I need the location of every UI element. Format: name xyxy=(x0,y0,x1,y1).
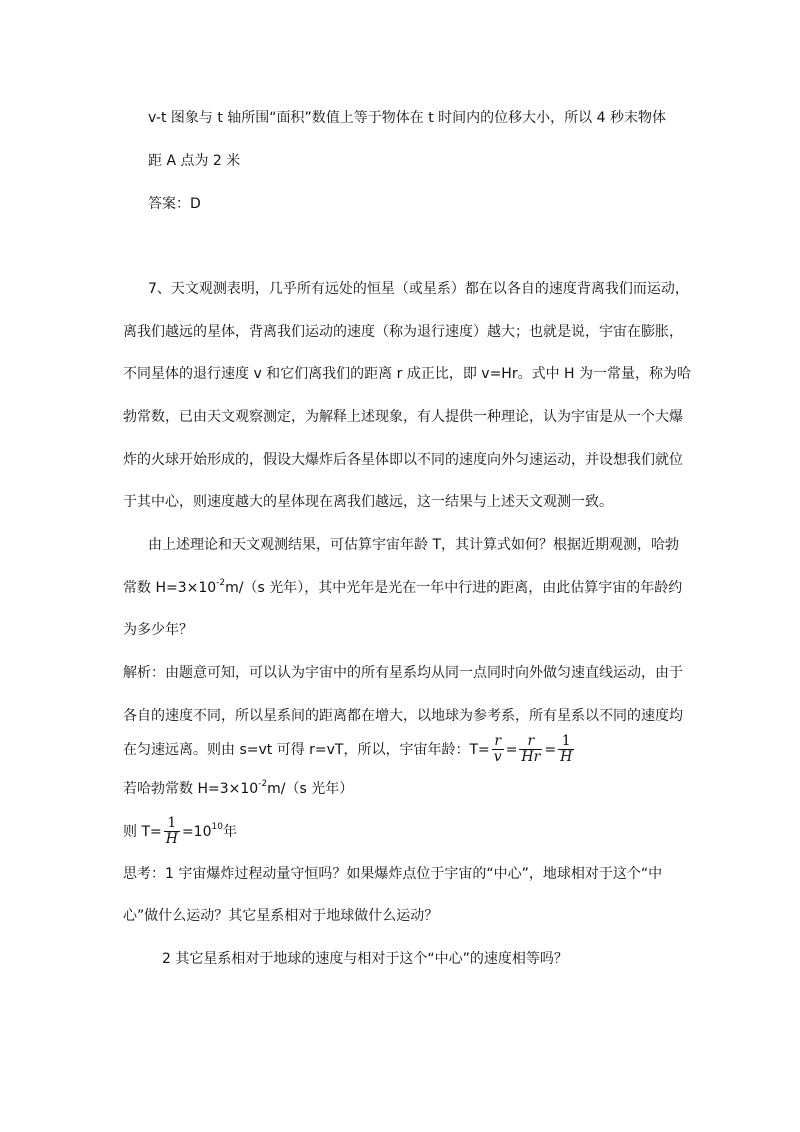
fraction-denominator: v xyxy=(493,748,502,765)
fraction-r-over-v xyxy=(492,734,504,765)
exponent: -2 xyxy=(258,779,268,790)
text-line xyxy=(123,779,353,799)
fraction-numerator: 1 xyxy=(558,734,574,750)
exponent: 10 xyxy=(211,822,223,833)
text-segment: 则 T= xyxy=(123,824,162,840)
text-line: 为多少年？ xyxy=(123,622,193,638)
text-segment: m/（s 光年），其中光年是光在一年中行进的距离，由此估算宇宙的年龄约 xyxy=(225,580,683,596)
fraction-denominator: H xyxy=(560,748,573,765)
text-segment: 若哈勃常数 H=3×10 xyxy=(123,781,259,797)
text-segment: 在匀速远离。则由 s=vt 可得 r=vT，所以，宇宙年龄：T= xyxy=(123,742,490,758)
fraction-numerator: 1 xyxy=(164,816,180,832)
text-line: 各自的速度不同，所以星系间的距离都在增大，以地球为参考系，所有星系以不同的速度均 xyxy=(123,708,683,724)
fraction-numerator: r xyxy=(492,734,504,750)
equals-sign: = xyxy=(544,742,557,758)
text-line: 由上述理论和天文观测结果，可估算宇宙年龄 T，其计算式如何？根据近期观测，哈勃 xyxy=(148,537,679,553)
answer-line: 答案：D xyxy=(148,196,201,212)
text-line xyxy=(123,578,682,598)
fraction-denominator: H xyxy=(165,830,178,847)
text-segment: m/（s 光年） xyxy=(267,781,354,797)
text-segment: 常数 H=3×10 xyxy=(123,580,217,596)
formula-line xyxy=(123,733,576,767)
fraction-one-over-h xyxy=(164,816,180,847)
fraction-numerator: r xyxy=(519,734,542,750)
exponent: -2 xyxy=(216,578,226,589)
text-line: 距 A 点为 2 米 xyxy=(148,153,241,169)
text-line: 炸的火球开始形成的，假设大爆炸后各星体即以不同的速度向外匀速运动，并设想我们就位 xyxy=(123,452,683,468)
formula-line xyxy=(123,815,237,849)
text-line: 勃常数，已由天文观察测定，为解释上述现象，有人提供一种理论，认为宇宙是从一个大爆 xyxy=(123,409,683,425)
text-line: 于其中心，则速度越大的星体现在离我们越远，这一结果与上述天文观测一致。 xyxy=(123,494,613,510)
fraction-denominator: Hr xyxy=(521,748,541,765)
text-line: 2 其它星系相对于地球的速度与相对于这个“中心”的速度相等吗？ xyxy=(162,951,568,967)
equals-sign: = xyxy=(505,742,518,758)
text-line: 不同星体的退行速度 v 和它们离我们的距离 r 成正比，即 v=Hr。式中 H 为一常量，称为哈 xyxy=(123,366,692,382)
text-segment: =10 xyxy=(181,824,212,840)
text-line: 离我们越远的星体，背离我们运动的速度（称为退行速度）越大；也就是说，宇宙在膨胀， xyxy=(123,324,683,340)
fraction-r-over-hr xyxy=(519,734,542,765)
text-line: v-t 图象与 t 轴所围“面积”数值上等于物体在 t 时间内的位移大小，所以 4 秒末物体 xyxy=(148,110,666,126)
text-segment: 年 xyxy=(222,824,237,840)
fraction-one-over-h xyxy=(558,734,574,765)
analysis-line: 解析：由题意可知，可以认为宇宙中的所有星系均从同一点同时向外做匀速直线运动，由于 xyxy=(123,665,683,681)
question-7-line: 7、天文观测表明，几乎所有远处的恒星（或星系）都在以各自的速度背离我们而运动， xyxy=(148,281,689,297)
text-line: 心”做什么运动？其它星系相对于地球做什么运动？ xyxy=(123,908,439,924)
thinking-line: 思考：1 宇宙爆炸过程动量守恒吗？如果爆炸点位于宇宙的“中心”，地球相对于这个“中 xyxy=(123,866,663,882)
